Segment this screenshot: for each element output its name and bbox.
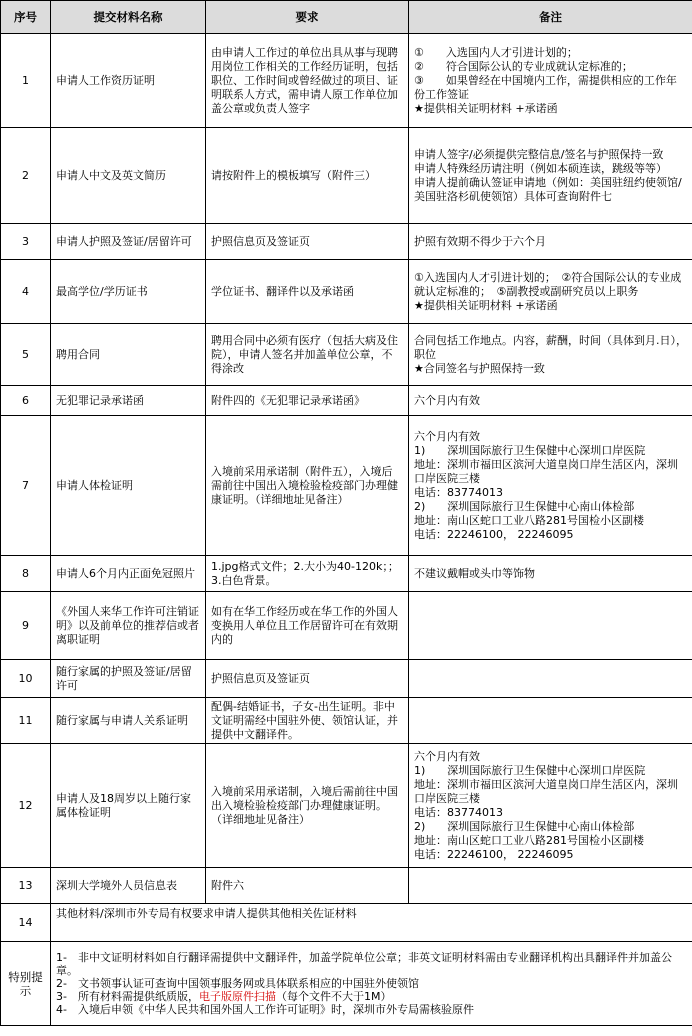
requirement: 入境前采用承诺制，入境后需前往中国出入境检验检疫部门办理健康证明。（详细地址见备注） [206, 744, 409, 868]
tip-line-3-post: （每个文件不大于1M） [275, 990, 392, 1003]
table-row [1, 260, 692, 324]
remark-line: 申请人签字/必须提供完整信息/签名与护照保持一致 [414, 147, 664, 161]
row-number: 4 [1, 260, 51, 324]
table-row [1, 128, 692, 224]
row-number: 8 [1, 556, 51, 592]
requirement: 入境前采用承诺制（附件五），入境后需前往中国出入境检验检疫部门办理健康证明。（详细地址见备注） [206, 416, 409, 556]
header-row [1, 1, 692, 34]
requirement: 配偶-结婚证书，子女-出生证明。非中文证明需经中国驻外使、领馆认证，并提供中文翻译件。 [206, 698, 409, 744]
remark-line: 1) 深圳国际旅行卫生保健中心深圳口岸医院 [414, 763, 646, 777]
requirement: 如有在华工作经历或在华工作的外国人变换用人单位且工作居留许可在有效期内的 [206, 592, 409, 660]
remark [409, 592, 692, 660]
remark-line: 六个月内有效 [414, 393, 480, 407]
table-row [1, 556, 692, 592]
tip-line-3 [56, 990, 687, 1003]
table-row [1, 698, 692, 744]
remark-line: ★提供相关证明材料 +承诺函 [414, 298, 558, 312]
row-14-text: 其他材料/深圳市外专局有权要求申请人提供其他相关佐证材料 [51, 904, 692, 942]
remark-line: 护照有效期不得少于六个月 [414, 234, 546, 248]
row-number: 3 [1, 224, 51, 260]
remark-line: 电话：83774013 [414, 485, 503, 499]
material-name: 无犯罪记录承诺函 [51, 386, 206, 416]
remark-line: 电话：22246100， 22246095 [414, 527, 574, 541]
material-name: 随行家属的护照及签证/居留许可 [51, 660, 206, 698]
material-name: 申请人体检证明 [51, 416, 206, 556]
table-row [1, 868, 692, 904]
material-name: 聘用合同 [51, 324, 206, 386]
tip-line-1: 1- 非中文证明材料如自行翻译需提供中文翻译件，加盖学院单位公章；非英文证明材料需由专业翻译机构出具翻译件并加盖公章。 [56, 951, 672, 977]
material-name: 最高学位/学历证书 [51, 260, 206, 324]
material-name: 《外国人来华工作许可注销证明》以及前单位的推荐信或者离职证明 [51, 592, 206, 660]
material-name: 申请人中文及英文简历 [51, 128, 206, 224]
remark-line: ★提供相关证明材料 +承诺函 [414, 101, 558, 115]
remark-line: 六个月内有效 [414, 429, 480, 443]
requirement: 请按附件上的模板填写（附件三） [206, 128, 409, 224]
table-row [1, 904, 692, 942]
material-name: 随行家属与申请人关系证明 [51, 698, 206, 744]
remark-line: 电话：83774013 [414, 805, 503, 819]
row-number: 13 [1, 868, 51, 904]
material-name: 深圳大学境外人员信息表 [51, 868, 206, 904]
remark-line: 1) 深圳国际旅行卫生保健中心深圳口岸医院 [414, 443, 646, 457]
requirement: 1.jpg格式文件；2.大小为40-120k；；3.白色背景。 [206, 556, 409, 592]
requirement: 护照信息页及签证页 [206, 224, 409, 260]
table-row [1, 324, 692, 386]
table-row [1, 744, 692, 868]
table-row [1, 386, 692, 416]
remark-line: ② 符合国际公认的专业成就认定标准的； [414, 59, 633, 73]
table-row [1, 592, 692, 660]
remark [409, 224, 692, 260]
requirement: 附件六 [206, 868, 409, 904]
tip-scan-highlight: 电子版原件扫描 [198, 990, 276, 1003]
row-number: 10 [1, 660, 51, 698]
requirement: 附件四的《无犯罪记录承诺函》 [206, 386, 409, 416]
row-number: 14 [1, 904, 51, 942]
table-row [1, 416, 692, 556]
requirement: 学位证书、翻译件以及承诺函 [206, 260, 409, 324]
material-name: 申请人6个月内正面免冠照片 [51, 556, 206, 592]
remark-line: 电话：22246100， 22246095 [414, 847, 574, 861]
remark [409, 660, 692, 698]
remark [409, 744, 692, 868]
row-number: 5 [1, 324, 51, 386]
row-number: 7 [1, 416, 51, 556]
tips-label: 特别提示 [1, 942, 51, 1026]
remark-line: ★合同签名与护照保持一致 [414, 361, 545, 375]
remark [409, 868, 692, 904]
row-number: 9 [1, 592, 51, 660]
remark [409, 416, 692, 556]
requirement: 由申请人工作过的单位出具从事与现聘用岗位工作相关的工作经历证明，包括职位、工作时间或曾经做过的项目、证明联系人方式，需申请人原工作单位加盖公章或负责人签字 [206, 34, 409, 128]
remark-line: ① 入选国内人才引进计划的； [414, 45, 578, 59]
tip-line-2: 2- 文书领事认证可查询中国领事服务网或具体联系相应的中国驻外使领馆 [56, 977, 419, 990]
remark-line: 2) 深圳国际旅行卫生保健中心南山体检部 [414, 499, 635, 513]
row-number: 1 [1, 34, 51, 128]
remark-line: 申请人特殊经历请注明（例如本硕连读，跳级等等） [414, 161, 667, 175]
remark [409, 386, 692, 416]
tip-line-3-pre: 3- 所有材料需提供纸质版， [56, 990, 199, 1003]
table-row [1, 34, 692, 128]
table-row [1, 660, 692, 698]
material-name: 申请人及18周岁以上随行家属体检证明 [51, 744, 206, 868]
remark-line: ①入选国内人才引进计划的； ②符合国际公认的专业成就认定标准的； ⑤副教授或副研究员以上职务 [414, 270, 682, 298]
row-number: 12 [1, 744, 51, 868]
header-requirement: 要求 [206, 1, 409, 34]
tips-row [1, 942, 692, 1026]
remark-line: 不建议戴帽或头巾等饰物 [414, 566, 535, 580]
requirement: 护照信息页及签证页 [206, 660, 409, 698]
remark [409, 324, 692, 386]
remark [409, 556, 692, 592]
header-no: 序号 [1, 1, 51, 34]
material-name: 申请人护照及签证/居留许可 [51, 224, 206, 260]
table-row [1, 224, 692, 260]
remark-line: 六个月内有效 [414, 749, 480, 763]
header-remark: 备注 [409, 1, 692, 34]
remark [409, 128, 692, 224]
row-number: 2 [1, 128, 51, 224]
remark-line: 合同包括工作地点。内容，薪酬，时间（具体到月.日），职位 [414, 333, 687, 361]
remark [409, 260, 692, 324]
material-name: 申请人工作资历证明 [51, 34, 206, 128]
remark-line: 地址：深圳市福田区滨河大道皇岗口岸生活区内，深圳口岸医院三楼 [414, 777, 678, 805]
remark [409, 698, 692, 744]
remark-line: 申请人提前确认签证申请地（例如：美国驻纽约使领馆/美国驻洛杉矶使领馆）具体可查询附件七 [414, 175, 682, 203]
remark-line: 地址：南山区蛇口工业八路281号国检小区副楼 [414, 833, 644, 847]
requirement: 聘用合同中必须有医疗（包括大病及住院），申请人签名并加盖单位公章，不得涂改 [206, 324, 409, 386]
row-number: 11 [1, 698, 51, 744]
row-number: 6 [1, 386, 51, 416]
remark [409, 34, 692, 128]
header-material: 提交材料名称 [51, 1, 206, 34]
remark-line: 地址：南山区蛇口工业八路281号国检小区副楼 [414, 513, 644, 527]
remark-line: 2) 深圳国际旅行卫生保健中心南山体检部 [414, 819, 635, 833]
remark-line: 地址：深圳市福田区滨河大道皇岗口岸生活区内，深圳口岸医院三楼 [414, 457, 678, 485]
tips-content [51, 942, 692, 1026]
tip-line-4: 4- 入境后申领《中华人民共和国外国人工作许可证明》时，深圳市外专局需核验原件 [56, 1003, 474, 1016]
remark-line: ③ 如果曾经在中国境内工作，需提供相应的工作年份工作签证 [414, 73, 677, 101]
